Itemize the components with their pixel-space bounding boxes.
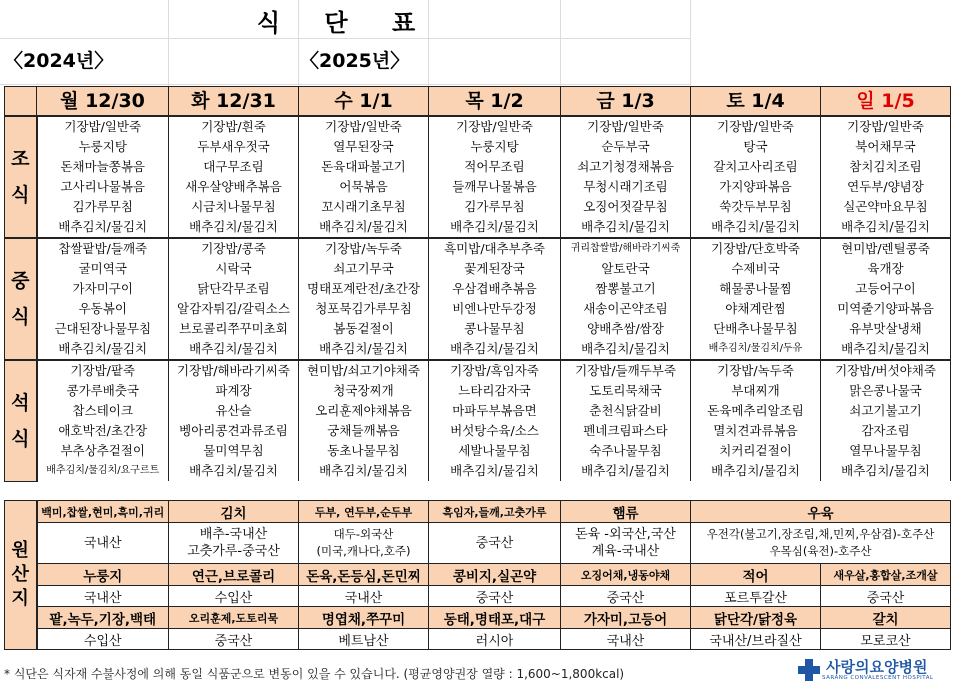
menu-cell: 연두부/양념장 — [821, 177, 951, 197]
menu-cell: 기장밥/일반죽 — [691, 116, 821, 137]
menu-cell: 기장밥/흑임자죽 — [429, 360, 561, 381]
menu-cell: 배추김치/물김치 — [821, 461, 951, 481]
origin-value: 중국산 — [821, 586, 951, 607]
menu-cell: 참치김치조림 — [821, 157, 951, 177]
menu-cell: 기장밥/콩죽 — [169, 238, 299, 259]
menu-cell: 양배추쌈/쌈장 — [561, 319, 691, 339]
footer-note: * 식단은 식자재 수불사정에 의해 동일 식품군으로 변동이 있을 수 있습니다. (평균영양권장 열량 : 1,600~1,800kcal) — [4, 667, 625, 681]
menu-cell: 느타리감자국 — [429, 381, 561, 401]
menu-cell: 콩가루배춧국 — [37, 381, 169, 401]
page-title: 식 단 표 — [256, 8, 434, 37]
menu-cell: 기장밥/버섯야채죽 — [821, 360, 951, 381]
menu-cell: 알토란국 — [561, 259, 691, 279]
menu-cell: 배추김치/물김치 — [429, 461, 561, 481]
menu-cell: 배추김치/물김치 — [429, 339, 561, 360]
origin-value: 우전각(불고기,장조림,채,민찌,우삼겹)-호주산 우목심(육전)-호주산 — [691, 523, 951, 564]
menu-cell: 비엔나만두강정 — [429, 299, 561, 319]
menu-cell: 배추김치/물김치 — [169, 217, 299, 238]
menu-cell: 고사리나물볶음 — [37, 177, 169, 197]
origin-value: 중국산 — [429, 523, 561, 564]
menu-cell: 육개장 — [821, 259, 951, 279]
menu-cell: 새우살양배추볶음 — [169, 177, 299, 197]
origin-value: 수입산 — [37, 629, 169, 650]
origin-item: 새우살,홍합살,조개살 — [821, 564, 951, 586]
menu-cell: 알감자튀김/갈릭소스 — [169, 299, 299, 319]
menu-cell: 기장밥/녹두죽 — [299, 238, 429, 259]
menu-cell: 우삼겹배추볶음 — [429, 279, 561, 299]
menu-cell: 애호박전/초간장 — [37, 421, 169, 441]
menu-cell: 꼬시래기초무침 — [299, 197, 429, 217]
menu-cell: 해물콩나물찜 — [691, 279, 821, 299]
menu-cell: 오리훈제야채볶음 — [299, 401, 429, 421]
menu-cell: 감자조림 — [821, 421, 951, 441]
origin-value: 수입산 — [169, 586, 299, 607]
menu-cell: 명태포계란전/초간장 — [299, 279, 429, 299]
menu-cell: 김가루무침 — [429, 197, 561, 217]
menu-cell: 기장밥/단호박죽 — [691, 238, 821, 259]
year-2025-label: 〈2025년〉 — [300, 50, 410, 72]
menu-cell: 배추김치/물김치 — [299, 217, 429, 238]
menu-cell: 귀리찹쌀밥/해바라기씨죽 — [561, 238, 691, 259]
menu-cell: 세발나물무침 — [429, 441, 561, 461]
origin-item: 동태,명태포,대구 — [429, 607, 561, 629]
menu-cell: 기장밥/일반죽 — [561, 116, 691, 137]
menu-cell: 배추김치/물김치 — [561, 461, 691, 481]
origin-item: 흑임자,들깨,고춧가루 — [429, 501, 561, 523]
origin-item: 햄류 — [561, 501, 691, 523]
menu-cell: 기장밥/일반죽 — [299, 116, 429, 137]
origin-value: 국내산 — [561, 629, 691, 650]
menu-cell: 버섯탕수육/소스 — [429, 421, 561, 441]
menu-cell: 배추김치/물김치 — [561, 217, 691, 238]
origin-value: 국내산 — [37, 523, 169, 564]
menu-cell: 기장밥/녹두죽 — [691, 360, 821, 381]
cross-icon — [796, 657, 822, 683]
menu-cell: 고등어구이 — [821, 279, 951, 299]
menu-cell: 단배추나물무침 — [691, 319, 821, 339]
menu-cell: 숙주나물무침 — [561, 441, 691, 461]
menu-cell: 어묵볶음 — [299, 177, 429, 197]
origin-value: 배추-국내산 고춧가루-중국산 — [169, 523, 299, 564]
menu-cell: 굴미역국 — [37, 259, 169, 279]
origin-item: 갈치 — [821, 607, 951, 629]
origin-item: 우육 — [691, 501, 951, 523]
origin-value: 국내산 — [299, 586, 429, 607]
menu-cell: 배추김치/물김치/요구르트 — [37, 461, 169, 481]
menu-cell: 들깨무나물볶음 — [429, 177, 561, 197]
menu-cell: 현미밥/렌틸콩죽 — [821, 238, 951, 259]
menu-cell: 찹스테이크 — [37, 401, 169, 421]
menu-cell: 찹쌀팥밥/들깨죽 — [37, 238, 169, 259]
menu-cell: 동초나물무침 — [299, 441, 429, 461]
menu-cell: 콩나물무침 — [429, 319, 561, 339]
menu-cell: 적어무조림 — [429, 157, 561, 177]
day-header: 월 12/30 — [37, 87, 169, 117]
menu-cell: 열무된장국 — [299, 137, 429, 157]
origin-item: 콩비지,실곤약 — [429, 564, 561, 586]
origin-value: 국내산/브라질산 — [691, 629, 821, 650]
menu-cell: 열무나물무침 — [821, 441, 951, 461]
menu-cell: 기장밥/들깨두부죽 — [561, 360, 691, 381]
origin-item: 가자미,고등어 — [561, 607, 691, 629]
menu-cell: 기장밥/팥죽 — [37, 360, 169, 381]
menu-cell: 기장밥/흰죽 — [169, 116, 299, 137]
menu-cell: 시금치나물무침 — [169, 197, 299, 217]
menu-cell: 도토리묵채국 — [561, 381, 691, 401]
origin-label: 원 산 지 — [5, 501, 37, 650]
menu-cell: 청국장찌개 — [299, 381, 429, 401]
menu-cell: 무청시래기조림 — [561, 177, 691, 197]
menu-cell: 현미밥/쇠고기야채죽 — [299, 360, 429, 381]
menu-cell: 가지양파볶음 — [691, 177, 821, 197]
day-header: 일 1/5 — [821, 87, 951, 117]
origin-value: 중국산 — [429, 586, 561, 607]
menu-cell: 쇠고기무국 — [299, 259, 429, 279]
menu-cell: 물미역무침 — [169, 441, 299, 461]
menu-cell: 배추김치/물김치/두유 — [691, 339, 821, 360]
origin-value: 국내산 — [37, 586, 169, 607]
logo-subtitle: SARANG CONVALESCENT HOSPITAL — [822, 675, 934, 681]
origin-item: 오리훈제,도토리묵 — [169, 607, 299, 629]
menu-cell: 시락국 — [169, 259, 299, 279]
menu-cell: 파계장 — [169, 381, 299, 401]
menu-cell: 멸치견과류볶음 — [691, 421, 821, 441]
origin-value: 모로코산 — [821, 629, 951, 650]
menu-cell: 북어채무국 — [821, 137, 951, 157]
origin-value: 러시아 — [429, 629, 561, 650]
menu-cell: 야채계란찜 — [691, 299, 821, 319]
menu-cell: 탕국 — [691, 137, 821, 157]
menu-table — [4, 86, 951, 482]
menu-cell: 오징어젓갈무침 — [561, 197, 691, 217]
meal-label: 중 식 — [5, 238, 37, 360]
meal-label: 석 식 — [5, 360, 37, 481]
menu-cell: 누룽지탕 — [37, 137, 169, 157]
menu-cell: 유부맛살냉채 — [821, 319, 951, 339]
menu-cell: 누룽지탕 — [429, 137, 561, 157]
menu-cell: 마파두부볶음면 — [429, 401, 561, 421]
origin-item: 두부, 연두부,순두부 — [299, 501, 429, 523]
menu-cell: 돈육메추리알조림 — [691, 401, 821, 421]
menu-cell: 유산슬 — [169, 401, 299, 421]
menu-cell: 기장밥/일반죽 — [821, 116, 951, 137]
menu-cell: 부대찌개 — [691, 381, 821, 401]
origin-table — [4, 500, 951, 650]
menu-cell: 수제비국 — [691, 259, 821, 279]
menu-cell: 봄동겉절이 — [299, 319, 429, 339]
origin-item: 적어 — [691, 564, 821, 586]
menu-cell: 실곤약마요무침 — [821, 197, 951, 217]
menu-cell: 배추김치/물김치 — [169, 339, 299, 360]
menu-cell: 근대된장나물무침 — [37, 319, 169, 339]
menu-cell: 청포묵김가루무침 — [299, 299, 429, 319]
menu-cell: 갈치고사리조림 — [691, 157, 821, 177]
menu-cell: 기장밥/해바라기씨죽 — [169, 360, 299, 381]
menu-cell: 흑미밥/대추부추죽 — [429, 238, 561, 259]
title-area — [0, 0, 955, 86]
menu-cell: 미역줄기양파볶음 — [821, 299, 951, 319]
hospital-logo — [796, 655, 952, 685]
menu-cell: 기장밥/일반죽 — [37, 116, 169, 137]
menu-cell: 대구무조림 — [169, 157, 299, 177]
menu-cell: 배추김치/물김치 — [691, 461, 821, 481]
origin-item: 돈육,돈등심,돈민찌 — [299, 564, 429, 586]
menu-cell: 배추김치/물김치 — [299, 339, 429, 360]
origin-item: 팥,녹두,기장,백태 — [37, 607, 169, 629]
day-header: 수 1/1 — [299, 87, 429, 117]
menu-cell: 꽃게된장국 — [429, 259, 561, 279]
menu-cell: 부추상추겉절이 — [37, 441, 169, 461]
day-header: 목 1/2 — [429, 87, 561, 117]
meal-label: 조 식 — [5, 116, 37, 238]
menu-cell: 가자미구이 — [37, 279, 169, 299]
origin-item: 백미,찹쌀,현미,흑미,귀리 — [37, 501, 169, 523]
menu-cell: 배추김치/물김치 — [821, 339, 951, 360]
origin-value: 중국산 — [561, 586, 691, 607]
day-header: 화 12/31 — [169, 87, 299, 117]
origin-item: 오징어채,냉동야채 — [561, 564, 691, 586]
origin-item: 명엽채,쭈꾸미 — [299, 607, 429, 629]
menu-cell: 기장밥/일반죽 — [429, 116, 561, 137]
menu-cell: 김가루무침 — [37, 197, 169, 217]
menu-cell: 쇠고기불고기 — [821, 401, 951, 421]
menu-cell: 짬뽕불고기 — [561, 279, 691, 299]
menu-cell: 치커리겉절이 — [691, 441, 821, 461]
origin-item: 김치 — [169, 501, 299, 523]
menu-cell: 쇠고기청경채볶음 — [561, 157, 691, 177]
menu-cell: 벵아리콩견과류조림 — [169, 421, 299, 441]
menu-cell: 두부새우젓국 — [169, 137, 299, 157]
origin-item: 누룽지 — [37, 564, 169, 586]
origin-value: 돈육 -외국산,국산 계육-국내산 — [561, 523, 691, 564]
logo-name: 사랑의요양병원 — [826, 658, 928, 676]
corner-cell — [5, 87, 37, 117]
origin-item: 닭단각/닭정육 — [691, 607, 821, 629]
menu-cell: 펜네크림파스타 — [561, 421, 691, 441]
menu-cell: 맑은콩나물국 — [821, 381, 951, 401]
menu-cell: 배추김치/물김치 — [37, 217, 169, 238]
menu-cell: 배추김치/물김치 — [429, 217, 561, 238]
origin-value: 대두-외국산 (미국,캐나다,호주) — [299, 523, 429, 564]
menu-cell: 새송이곤약조림 — [561, 299, 691, 319]
menu-cell: 춘천식닭갈비 — [561, 401, 691, 421]
menu-cell: 배추김치/물김치 — [821, 217, 951, 238]
menu-cell: 브로콜리쭈꾸미초회 — [169, 319, 299, 339]
menu-cell: 배추김치/물김치 — [169, 461, 299, 481]
origin-value: 중국산 — [169, 629, 299, 650]
menu-cell: 닭단각무조림 — [169, 279, 299, 299]
origin-value: 베트남산 — [299, 629, 429, 650]
menu-cell: 배추김치/물김치 — [299, 461, 429, 481]
origin-item: 연근,브로콜리 — [169, 564, 299, 586]
day-header: 토 1/4 — [691, 87, 821, 117]
menu-cell: 배추김치/물김치 — [561, 339, 691, 360]
menu-cell: 배추김치/물김치 — [691, 217, 821, 238]
menu-cell: 돈육대파불고기 — [299, 157, 429, 177]
menu-cell: 순두부국 — [561, 137, 691, 157]
day-header: 금 1/3 — [561, 87, 691, 117]
menu-cell: 쑥갓두부무침 — [691, 197, 821, 217]
origin-value: 포르투갈산 — [691, 586, 821, 607]
year-2024-label: 〈2024년〉 — [4, 50, 114, 72]
menu-cell: 돈채마늘쫑볶음 — [37, 157, 169, 177]
menu-cell: 우동볶이 — [37, 299, 169, 319]
menu-cell: 궁채들깨볶음 — [299, 421, 429, 441]
menu-cell: 배추김치/물김치 — [37, 339, 169, 360]
